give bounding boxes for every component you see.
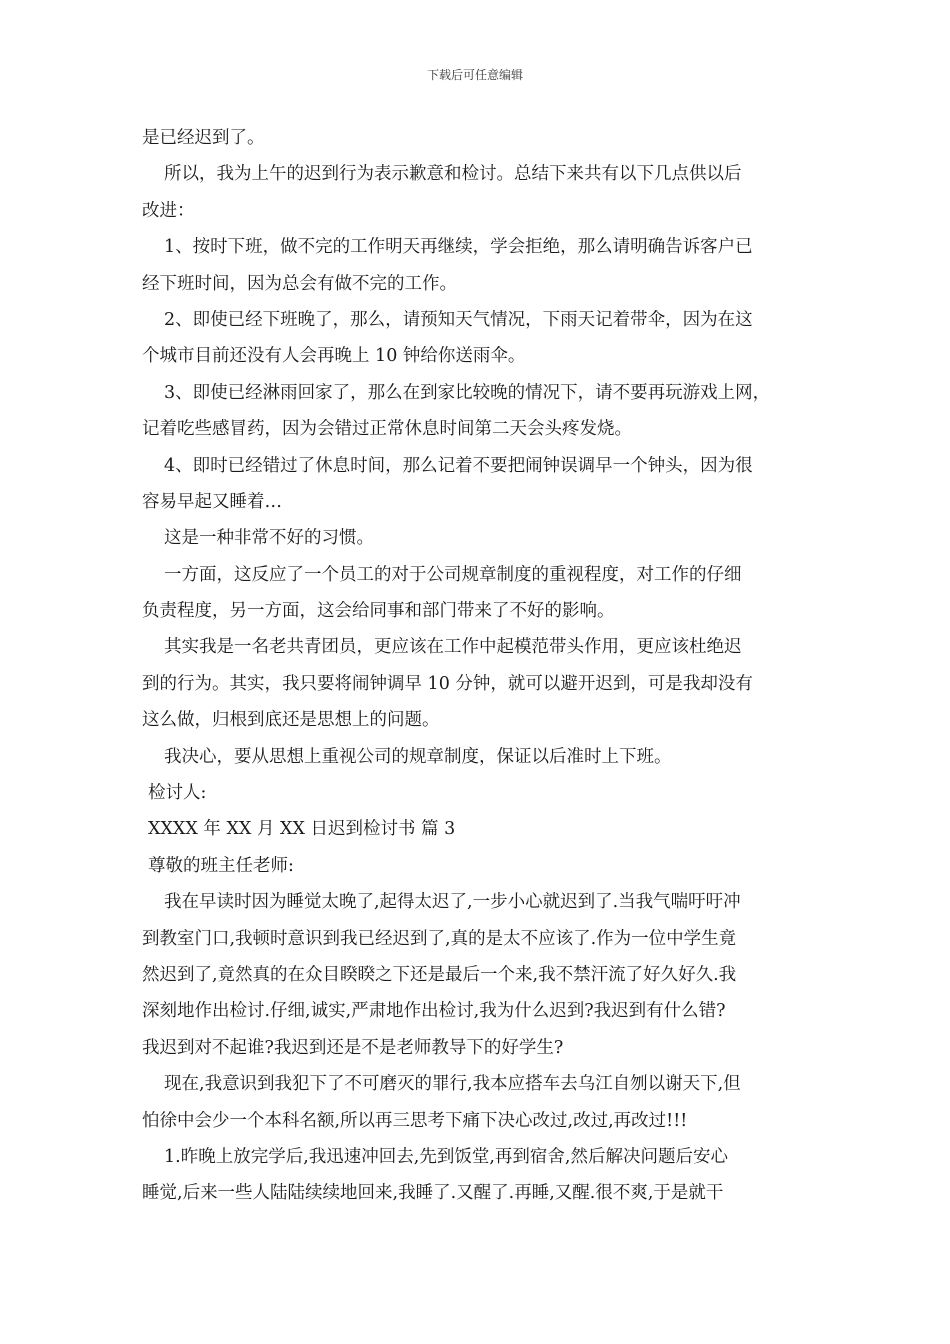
text-line: 尊敬的班主任老师: [148,855,294,876]
text-line: 然迟到了,竟然真的在众目睽睽之下还是最后一个来,我不禁汗流了好久好久.我 [142,964,737,985]
text-line: 1、按时下班，做不完的工作明天再继续，学会拒绝，那么请明确告诉客户已 [164,237,753,258]
text-line: 个城市目前还没有人会再晚上 10 钟给你送雨伞。 [142,346,526,367]
text-line: 3、即使已经淋雨回家了，那么在到家比较晚的情况下，请不要再玩游戏上网， [164,382,771,403]
text-line: 到教室门口,我顿时意识到我已经迟到了,真的是太不应该了.作为一位中学生竟 [142,928,737,949]
text-line: 2、即使已经下班晚了，那么，请预知天气情况，下雨天记着带伞，因为在这 [164,309,753,330]
text-line: 检讨人: [148,783,207,804]
page-header: 下载后可任意编辑 [426,68,523,82]
text-line: 改进： [142,200,195,221]
text-line: 是已经迟到了。 [142,128,265,148]
text-line: 我在早读时因为睡觉太晚了,起得太迟了,一步小心就迟到了.当我气喘吁吁冲 [164,892,741,913]
text-line: XXXX 年 XX 月 XX 日迟到检讨书 篇 3 [148,819,456,840]
text-line: 负责程度，另一方面，这会给同事和部门带来了不好的影响。 [142,601,615,622]
text-line: 其实我是一名老共青团员，更应该在工作中起模范带头作用，更应该杜绝迟 [164,637,742,658]
text-line: 深刻地作出检讨.仔细,诚实,严肃地作出检讨,我为什么迟到?我迟到有什么错? [142,1001,726,1022]
text-line: 1.昨晚上放完学后,我迅速冲回去,先到饭堂,再到宿舍,然后解决问题后安心 [164,1146,728,1167]
text-line: 现在,我意识到我犯下了不可磨灭的罪行,我本应搭车去乌江自刎以谢天下,但 [164,1074,741,1095]
text-line: 我迟到对不起谁?我迟到还是不是老师教导下的好学生? [142,1037,564,1058]
text-line: 4、即时已经错过了休息时间，那么记着不要把闹钟误调早一个钟头，因为很 [164,455,753,476]
text-line: 这么做，归根到底还是思想上的问题。 [142,710,440,731]
text-line: 睡觉,后来一些人陆陆续续地回来,我睡了.又醒了.再睡,又醒.很不爽,于是就干 [142,1183,724,1204]
text-line: 这是一种非常不好的习惯。 [164,528,374,549]
document-body [142,120,812,1212]
text-line: 记着吃些感冒药，因为会错过正常休息时间第二天会头疼发烧。 [142,419,632,440]
text-line: 容易早起又睡着… [142,491,282,512]
text-line: 我决心，要从思想上重视公司的规章制度，保证以后准时上下班。 [164,746,672,767]
text-line: 怕徐中会少一个本科名额,所以再三思考下痛下决心改过,改过,再改过!!! [142,1110,688,1131]
text-line: 所以，我为上午的迟到行为表示歉意和检讨。总结下来共有以下几点供以后 [164,164,742,185]
text-line: 到的行为。其实，我只要将闹钟调早 10 分钟，就可以避开迟到，可是我却没有 [142,673,753,694]
text-line: 一方面，这反应了一个员工的对于公司规章制度的重视程度，对工作的仔细 [164,564,742,585]
text-line: 经下班时间，因为总会有做不完的工作。 [142,273,457,294]
